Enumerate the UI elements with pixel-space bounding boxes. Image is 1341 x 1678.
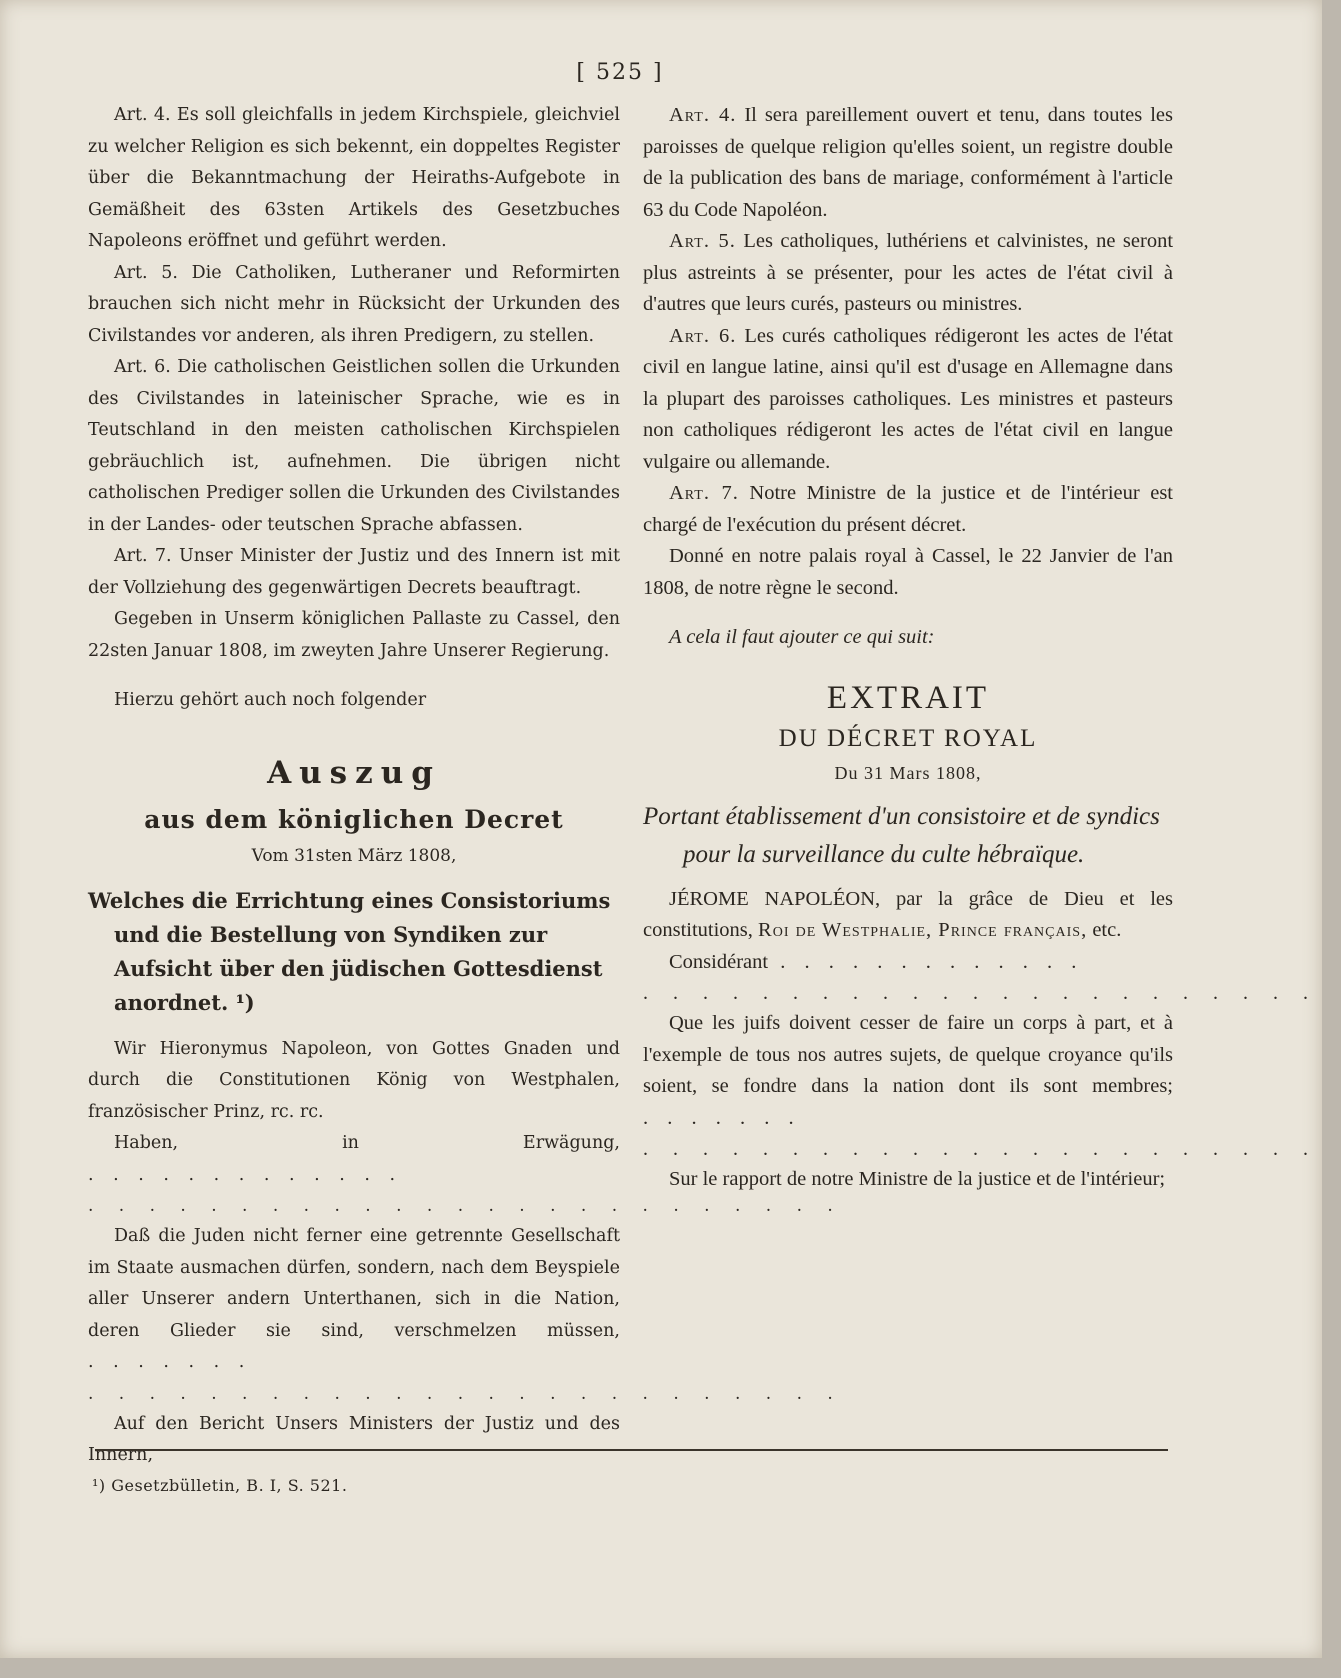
german-dot-leader-2: . . . . . . . . . . . . . . . . . . . . . . . . . — [88, 1383, 843, 1404]
french-report: Sur le rapport de notre Ministre de la justice et de l'intérieur; — [669, 1168, 1166, 1190]
german-intro-note: Hierzu gehört auch noch folgender — [114, 690, 427, 710]
french-considering-text: Considérant — [669, 950, 769, 973]
french-decree-name: JÉROME NAPOLÉON, — [669, 887, 881, 910]
french-art7-label: Art. 7. — [669, 482, 739, 504]
french-decree-date: Du 31 Mars 1808, — [834, 762, 982, 783]
french-decree-title: Roi de Westphalie, Prince français, — [758, 919, 1088, 941]
french-column — [643, 100, 1318, 1196]
french-title: EXTRAIT — [826, 679, 990, 716]
german-subtitle: aus dem königlichen Decret — [144, 804, 564, 834]
page-number: [ 525 ] — [576, 60, 664, 85]
german-dot-leader: . . . . . . . . . . . . . . . . . . . . . . . . . — [88, 1196, 843, 1216]
french-article-4 — [643, 100, 1173, 226]
french-dot-leader-2: . . . . . . . . . . . . . . . . . . . . . . . — [643, 1138, 1318, 1160]
footnote: ¹) Gesetzbülletin, B. I, S. 521. — [92, 1476, 348, 1495]
french-whereas: Que les juifs doivent cesser de faire un corps à part, et à l'exemple de tous nos autres sujets, de quelque croyance qu'ils soient, se fondre dans la nation dont ils sont membres; . . . . . . . — [643, 1012, 1173, 1129]
french-art5-text: Les catholiques, luthériens et calvinistes, ne seront plus astreints à se présenter, pour les actes de l'état civil à d'autres que leurs curés, pasteurs ou ministres. — [643, 230, 1174, 315]
french-art6-text: Les curés catholiques rédigeront les actes de l'état civil en langue latine, ainsi qu'il est d'usage en Allemagne dans la plupart des paroisses catholiques. Les ministres et pasteurs non catholiques rédigeront les actes de l'état civil en langue vulgaire ou allemande. — [643, 324, 1173, 473]
french-article-7 — [643, 478, 1173, 541]
french-decree-preamble — [643, 884, 1173, 947]
french-article-6 — [643, 321, 1173, 479]
french-subtitle: DU DÉCRET ROYAL — [778, 724, 1038, 752]
french-decree-end: etc. — [1092, 919, 1122, 941]
german-article-7: Art. 7. Unser Minister der Justiz und des Innern ist mit der Vollziehung des gegenwärtigen Decrets beauftragt. — [88, 546, 620, 598]
french-decree-subject: Portant établissement d'un consistoire et de syndics pour la surveillance du culte hébraïque. — [643, 802, 1160, 868]
french-given-at: Donné en notre palais royal à Cassel, le 22 Janvier de l'an 1808, de notre règne le second. — [643, 545, 1173, 599]
german-report: Auf den Bericht Unsers Ministers der Justiz und des Innern, — [88, 1413, 620, 1465]
footnote-rule — [95, 1449, 1168, 1451]
french-art4-text: Il sera pareillement ouvert et tenu, dans toutes les paroisses de quelque religion qu'elles soient, un registre double de la publication des bans de mariage, conformément à l'article 63 du Code Napoléon. — [643, 104, 1174, 221]
german-title: Auszug — [267, 754, 441, 791]
german-decree-preamble: Wir Hieronymus Napoleon, von Gottes Gnaden und durch die Constitutionen König von Westphalen, französischer Prinz, rc. rc. — [88, 1038, 620, 1122]
german-whereas-text: Daß die Juden nicht ferner eine getrennte Gesellschaft im Staate ausmachen dürfen, sondern, nach dem Beyspiele aller Unserer andern Unterthanen, sich in die Nation, deren Glieder sie sind, verschmelzen müssen, — [88, 1226, 620, 1341]
german-considering-text: Haben, in Erwägung, — [114, 1133, 620, 1153]
french-art5-label: Art. 5. — [669, 230, 736, 252]
german-considering: Haben, in Erwägung, . . . . . . . . . . . . . — [88, 1133, 620, 1185]
french-dot-leader: . . . . . . . . . . . . . . . . . . . . . . . — [643, 982, 1318, 1004]
german-decree-subject: Welches die Errichtung eines Consistoriums und die Bestellung von Syndiken zur Aufsicht über den jüdischen Gottesdienst anordnet. ¹) — [88, 887, 611, 1015]
french-intro-note: A cela il faut ajouter ce qui suit: — [669, 626, 935, 648]
german-article-4: Art. 4. Es soll gleichfalls in jedem Kirchspiele, gleichviel zu welcher Religion es sich bekennt, ein doppeltes Register über die Bekanntmachung der Heiraths-Aufgebote in Gemäßheit des 63sten Artikels des Gesetzbuches Napoleons eröffnet und geführt werden. — [88, 105, 620, 251]
german-given-at: Gegeben in Unserm königlichen Pallaste zu Cassel, den 22sten Januar 1808, im zweyten Jahre Unserer Regierung. — [88, 609, 620, 661]
french-art4-label: Art. 4. — [669, 104, 737, 126]
french-art7-text: Notre Ministre de la justice et de l'intérieur est chargé de l'exécution du présent décret. — [643, 482, 1174, 536]
french-art6-label: Art. 6. — [669, 324, 737, 347]
french-whereas-text: Que les juifs doivent cesser de faire un corps à part, et à l'exemple de tous nos autres sujets, de quelque croyance qu'ils soient, se fondre dans la nation dont ils sont membres; — [643, 1012, 1173, 1097]
french-considering: Considérant . . . . . . . . . . . . . — [669, 950, 1084, 973]
german-decree-date: Vom 31sten März 1808, — [251, 845, 457, 866]
french-decree-mid: par la grâce de Dieu et les constitutions, — [643, 887, 1174, 941]
german-whereas: Daß die Juden nicht ferner eine getrennte Gesellschaft im Staate ausmachen dürfen, sondern, nach dem Beyspiele aller Unserer andern Unterthanen, sich in die Nation, deren Glieder sie sind, verschmelzen müssen, . . . . . . . — [88, 1226, 620, 1372]
french-article-5 — [643, 226, 1173, 321]
german-article-5: Art. 5. Die Catholiken, Lutheraner und Reformirten brauchen sich nicht mehr in Rücksicht der Urkunden des Civilstandes vor anderen, als ihren Predigern, zu stellen. — [88, 262, 620, 346]
german-article-6: Art. 6. Die catholischen Geistlichen sollen die Urkunden des Civilstandes in lateinischer Sprache, wie es in Teutschland in den meisten catholischen Kirchspielen gebräuchlich ist, aufnehmen. Die übrigen nicht catholischen Prediger sollen die Urkunden des Civilstandes in der Landes- oder teutschen Sprache abfassen. — [88, 357, 620, 535]
